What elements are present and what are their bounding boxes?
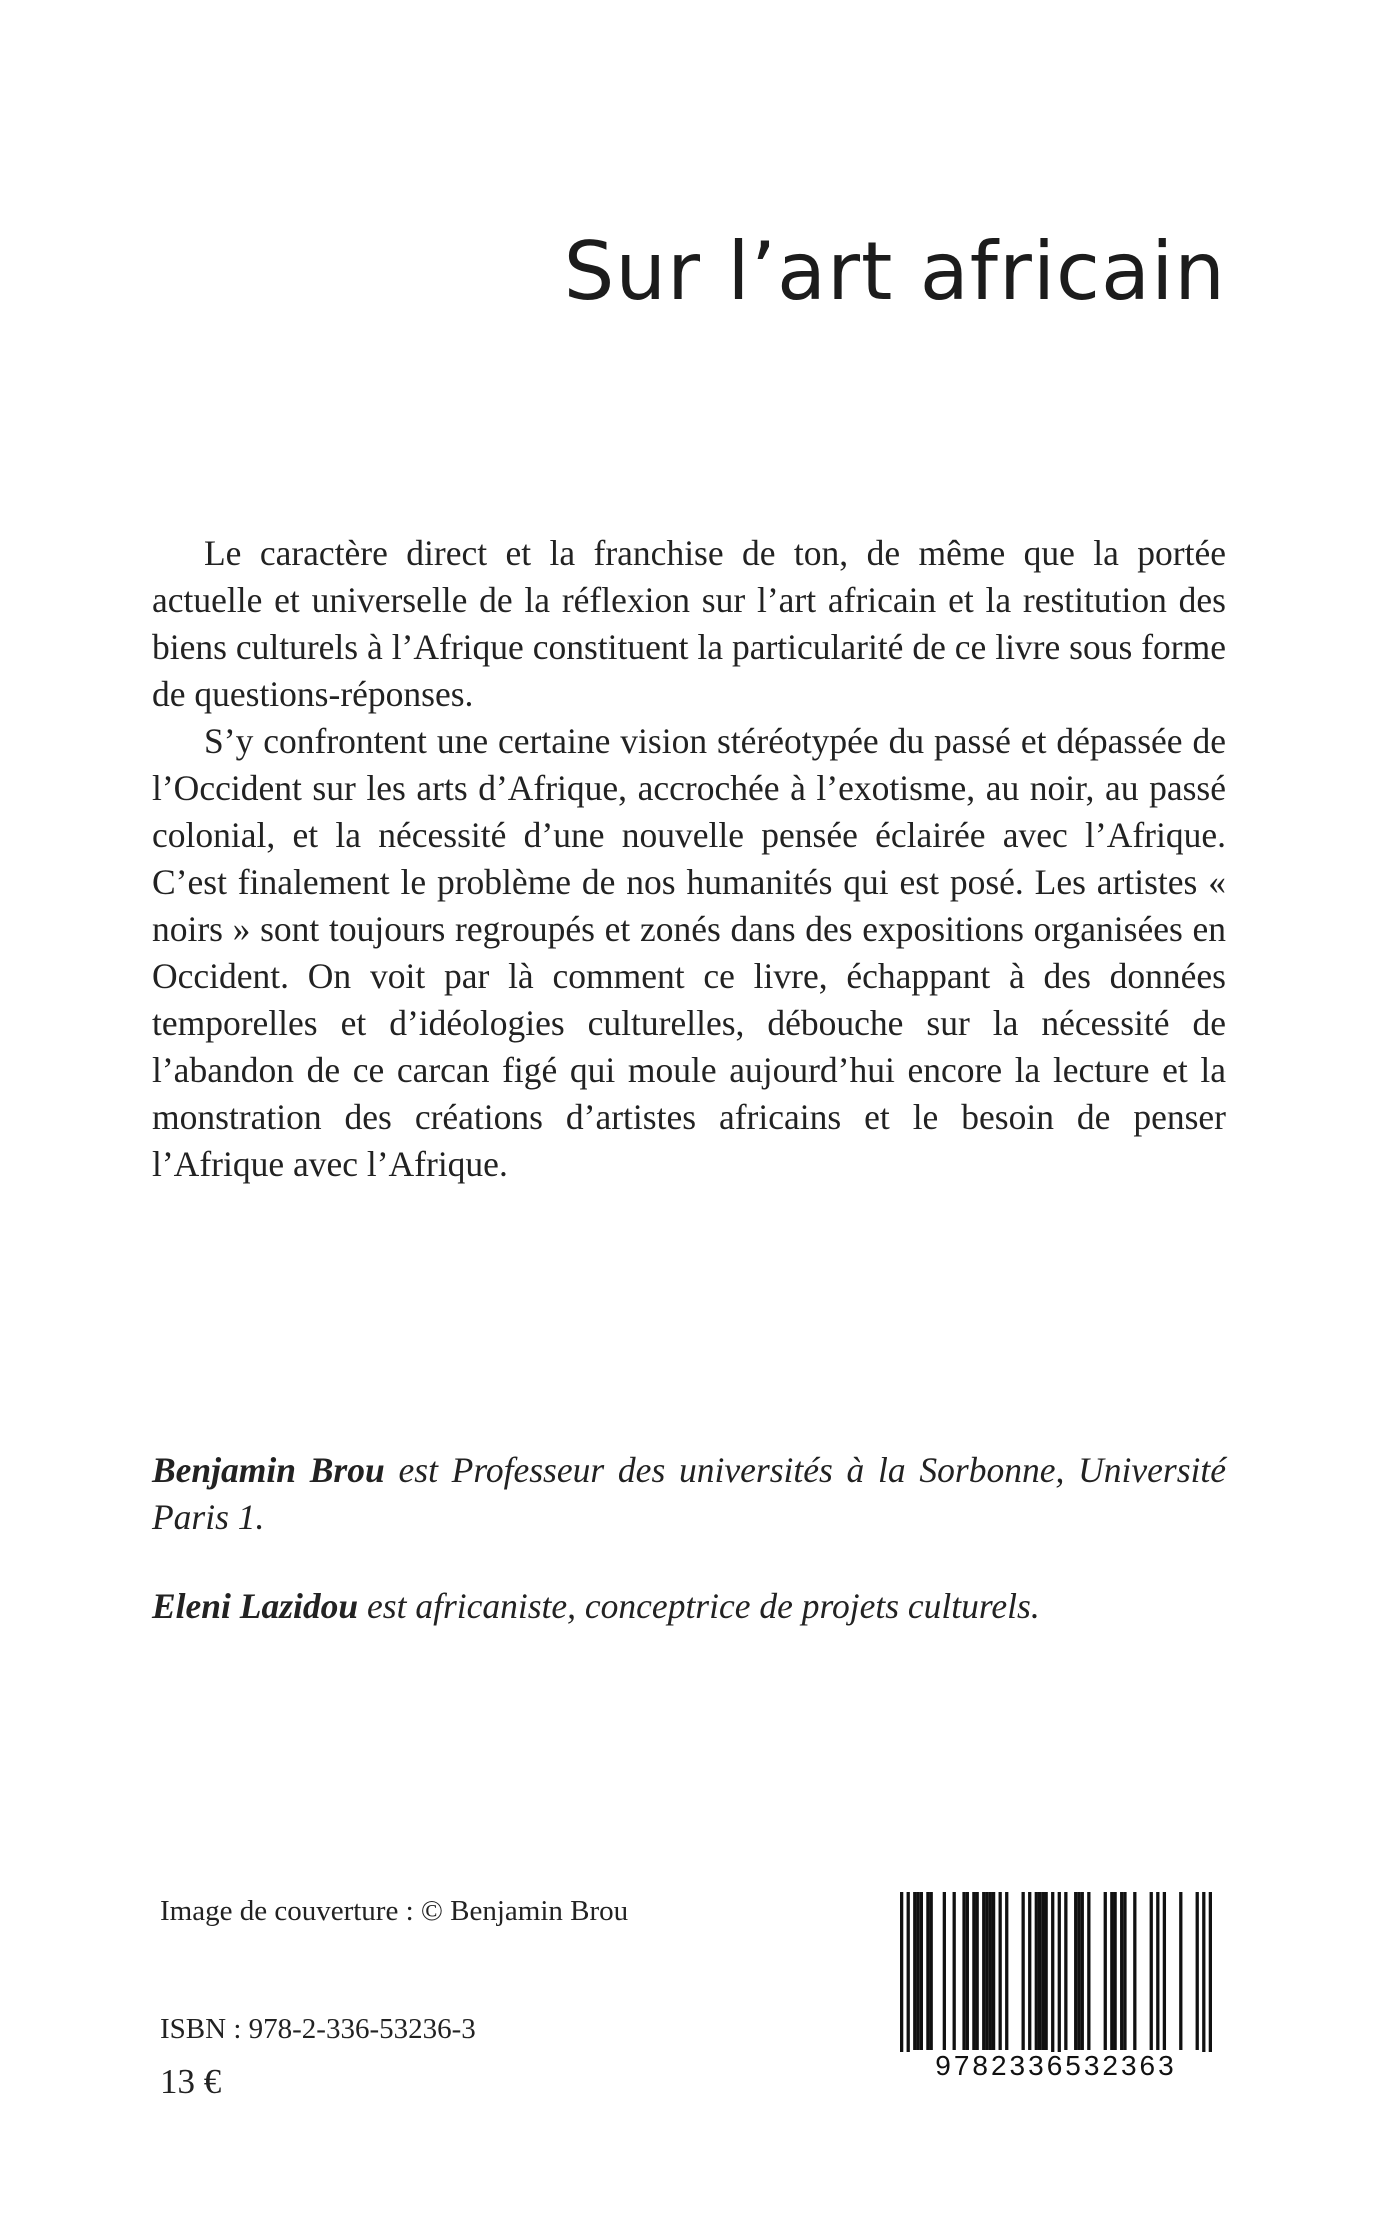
- barcode-bar: [1156, 1892, 1159, 2050]
- barcode-bars: [900, 1892, 1212, 2062]
- barcode-bar: [999, 1892, 1002, 2050]
- barcode-bar: [1110, 1892, 1113, 2050]
- barcode-bar: [1123, 1892, 1126, 2050]
- price: 13 €: [160, 2062, 222, 2101]
- barcode-bar: [1179, 1892, 1182, 2050]
- barcode-bar: [1005, 1892, 1008, 2050]
- barcode-bar: [1196, 1892, 1199, 2050]
- barcode-bar: [1038, 1892, 1041, 2050]
- barcode-bar: [953, 1892, 956, 2050]
- barcode-bar: [982, 1892, 985, 2050]
- barcode-bar: [1022, 1892, 1025, 2050]
- cover-credit: Image de couverture : © Benjamin Brou: [160, 1895, 629, 1927]
- barcode-bar: [989, 1892, 992, 2050]
- barcode-bar: [1077, 1892, 1080, 2050]
- author-bios: [152, 1447, 1226, 1672]
- barcode-bar: [1202, 1892, 1205, 2062]
- barcode: [900, 1892, 1212, 2092]
- barcode-bar: [972, 1892, 975, 2050]
- isbn: ISBN : 978-2-336-53236-3: [160, 2013, 476, 2045]
- barcode-bar: [1058, 1892, 1061, 2062]
- barcode-bar: [1064, 1892, 1067, 2050]
- barcode-bar: [1113, 1892, 1116, 2050]
- barcode-bar: [1150, 1892, 1153, 2050]
- barcode-bar: [930, 1892, 933, 2050]
- author-description: est Professeur des universités à la Sorbonne, Université Paris 1.: [152, 1450, 1226, 1537]
- author-name: Eleni Lazidou: [152, 1586, 359, 1626]
- barcode-bar: [1163, 1892, 1166, 2050]
- barcode-bar: [900, 1892, 903, 2062]
- book-title: Sur l’art africain: [563, 225, 1226, 318]
- barcode-bar: [926, 1892, 929, 2050]
- back-cover-blurb: [152, 530, 1226, 1188]
- barcode-bar: [943, 1892, 946, 2050]
- barcode-bar: [1041, 1892, 1044, 2050]
- barcode-bar: [1074, 1892, 1077, 2050]
- barcode-bar: [1087, 1892, 1090, 2050]
- author-name: Benjamin Brou: [152, 1450, 385, 1490]
- author-bio: [152, 1447, 1226, 1541]
- barcode-bar: [913, 1892, 916, 2050]
- barcode-bar: [1133, 1892, 1136, 2050]
- blurb-paragraph: Le caractère direct et la franchise de ton, de même que la portée actuelle et universelle de la réflexion sur l’art africain et la restitution des biens culturels à l’Afrique constituent la particularité de ce livre sous forme de questions-réponses.: [152, 533, 1226, 714]
- barcode-bar: [920, 1892, 923, 2050]
- barcode-bar: [992, 1892, 995, 2050]
- barcode-bar: [962, 1892, 965, 2050]
- barcode-bar: [976, 1892, 979, 2050]
- barcode-bar: [966, 1892, 969, 2050]
- barcode-bar: [1045, 1892, 1048, 2050]
- barcode-digits: 9782336532363: [900, 2052, 1212, 2080]
- barcode-bar: [985, 1892, 988, 2050]
- barcode-bar: [1035, 1892, 1038, 2050]
- author-bio: [152, 1583, 1226, 1630]
- barcode-bar: [1028, 1892, 1031, 2050]
- author-description: est africaniste, conceptrice de projets culturels.: [358, 1586, 1040, 1626]
- barcode-bar: [1081, 1892, 1084, 2050]
- barcode-bar: [1104, 1892, 1107, 2050]
- barcode-bar: [1051, 1892, 1054, 2062]
- barcode-bar: [1209, 1892, 1212, 2062]
- barcode-bar: [1120, 1892, 1123, 2050]
- barcode-bar: [907, 1892, 910, 2062]
- blurb-paragraph: S’y confrontent une certaine vision stéréotypée du passé et dépassée de l’Occident sur les arts d’Afrique, accrochée à l’exotisme, au noir, au passé colonial, et la nécessité d’une nouvelle pensée éclairée avec l’Afrique. C’est finalement le problème de nos humanités qui est posé. Les artistes « noirs » sont toujours regroupés et zonés dans des expositions organisées en Occident. On voit par là comment ce livre, échappant à des données temporelles et d’idéologies culturelles, débouche sur la nécessité de l’abandon de ce carcan figé qui moule aujourd’hui encore la lecture et la monstration des créations d’artistes africains et le besoin de penser l’Afrique avec l’Afrique.: [152, 721, 1226, 1184]
- barcode-bar: [916, 1892, 919, 2050]
